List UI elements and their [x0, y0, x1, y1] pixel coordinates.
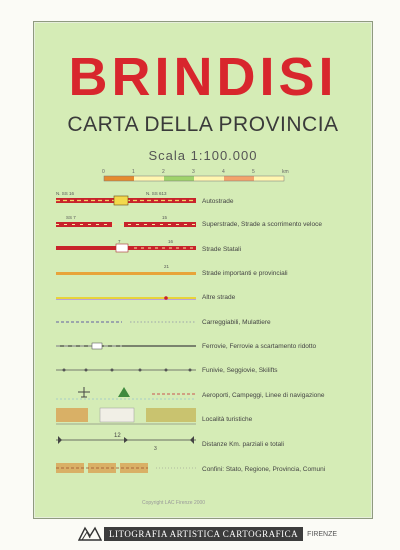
- legend-label-statali: Strade Statali: [202, 246, 242, 253]
- svg-text:12: 12: [114, 433, 121, 439]
- svg-text:15: 15: [162, 215, 168, 220]
- legend-symbol-localita: [56, 406, 196, 426]
- svg-text:SS 7: SS 7: [66, 215, 76, 220]
- scale-tick-label: 5: [252, 169, 255, 175]
- publisher-logo-icon: [78, 526, 102, 542]
- legend-symbol-statali: [56, 238, 196, 254]
- legend-label-funivie: Funivie, Seggiovie, Skilifts: [202, 367, 278, 374]
- scale-label: Scala 1:100.000: [148, 148, 258, 163]
- legend-label-ferrovie: Ferrovie, Ferrovie a scartamento ridotto: [202, 343, 317, 350]
- legend-label-carreggiabili: Carreggiabili, Mulattiere: [202, 319, 271, 326]
- map-subtitle: CARTA DELLA PROVINCIA: [67, 113, 339, 136]
- legend-symbol-distanze: [56, 430, 196, 454]
- scale-tick-label: 2: [162, 169, 165, 175]
- scale-tick-label: 3: [192, 169, 195, 175]
- legend-label-altre: Altre strade: [202, 294, 236, 301]
- legend-marker-left: N. SS 16: [56, 191, 75, 196]
- legend-label-distanze: Distanze Km. parziali e totali: [202, 441, 285, 448]
- legend-label-confini: Confini: Stato, Regione, Provincia, Comuni: [202, 466, 326, 473]
- map-title: BRINDISI: [68, 47, 338, 107]
- legend-symbol-autostrade: [56, 190, 196, 206]
- legend-symbol-confini: [56, 460, 196, 476]
- airport-icon: [78, 387, 90, 397]
- legend-label-aeroporti: Aeroporti, Campeggi, Linee di navigazione: [202, 392, 325, 399]
- publisher-name: LITOGRAFIA ARTISTICA CARTOGRAFICA: [104, 527, 303, 541]
- legend: [34, 22, 374, 520]
- legend-symbol-aeroporti: [56, 383, 196, 401]
- legend-symbol-altre: [56, 288, 196, 304]
- copyright-note: Copyright LAC Firenze 2000: [142, 500, 206, 506]
- legend-symbol-funivie: [56, 360, 196, 376]
- scale-tick-label: 4: [222, 169, 225, 175]
- scale-tick-label: 0: [102, 169, 105, 175]
- publisher-bar: [78, 525, 337, 543]
- legend-symbol-carreggiabili: [56, 312, 196, 328]
- legend-label-localita: Località turistiche: [202, 416, 253, 423]
- map-cover: [33, 21, 373, 519]
- legend-label-autostrade: Autostrade: [202, 198, 234, 205]
- legend-label-importanti: Strade importanti e provinciali: [202, 270, 288, 277]
- scale-tick-label: 1: [132, 169, 135, 175]
- svg-text:3: 3: [154, 446, 157, 452]
- legend-symbol-importanti: [56, 263, 196, 279]
- svg-text:16: 16: [168, 239, 174, 244]
- legend-symbol-superstrade: [56, 214, 196, 230]
- legend-label-superstrade: Superstrade, Strade a scorrimento veloce: [202, 221, 322, 228]
- svg-text:7: 7: [118, 239, 121, 244]
- legend-symbol-ferrovie: [56, 336, 196, 352]
- svg-text:21: 21: [164, 264, 170, 269]
- legend-marker-right: N. SS 613: [146, 191, 167, 196]
- publisher-city: FIRENZE: [307, 530, 338, 538]
- campsite-icon: [118, 387, 130, 397]
- scale-tick-label: km: [282, 169, 289, 175]
